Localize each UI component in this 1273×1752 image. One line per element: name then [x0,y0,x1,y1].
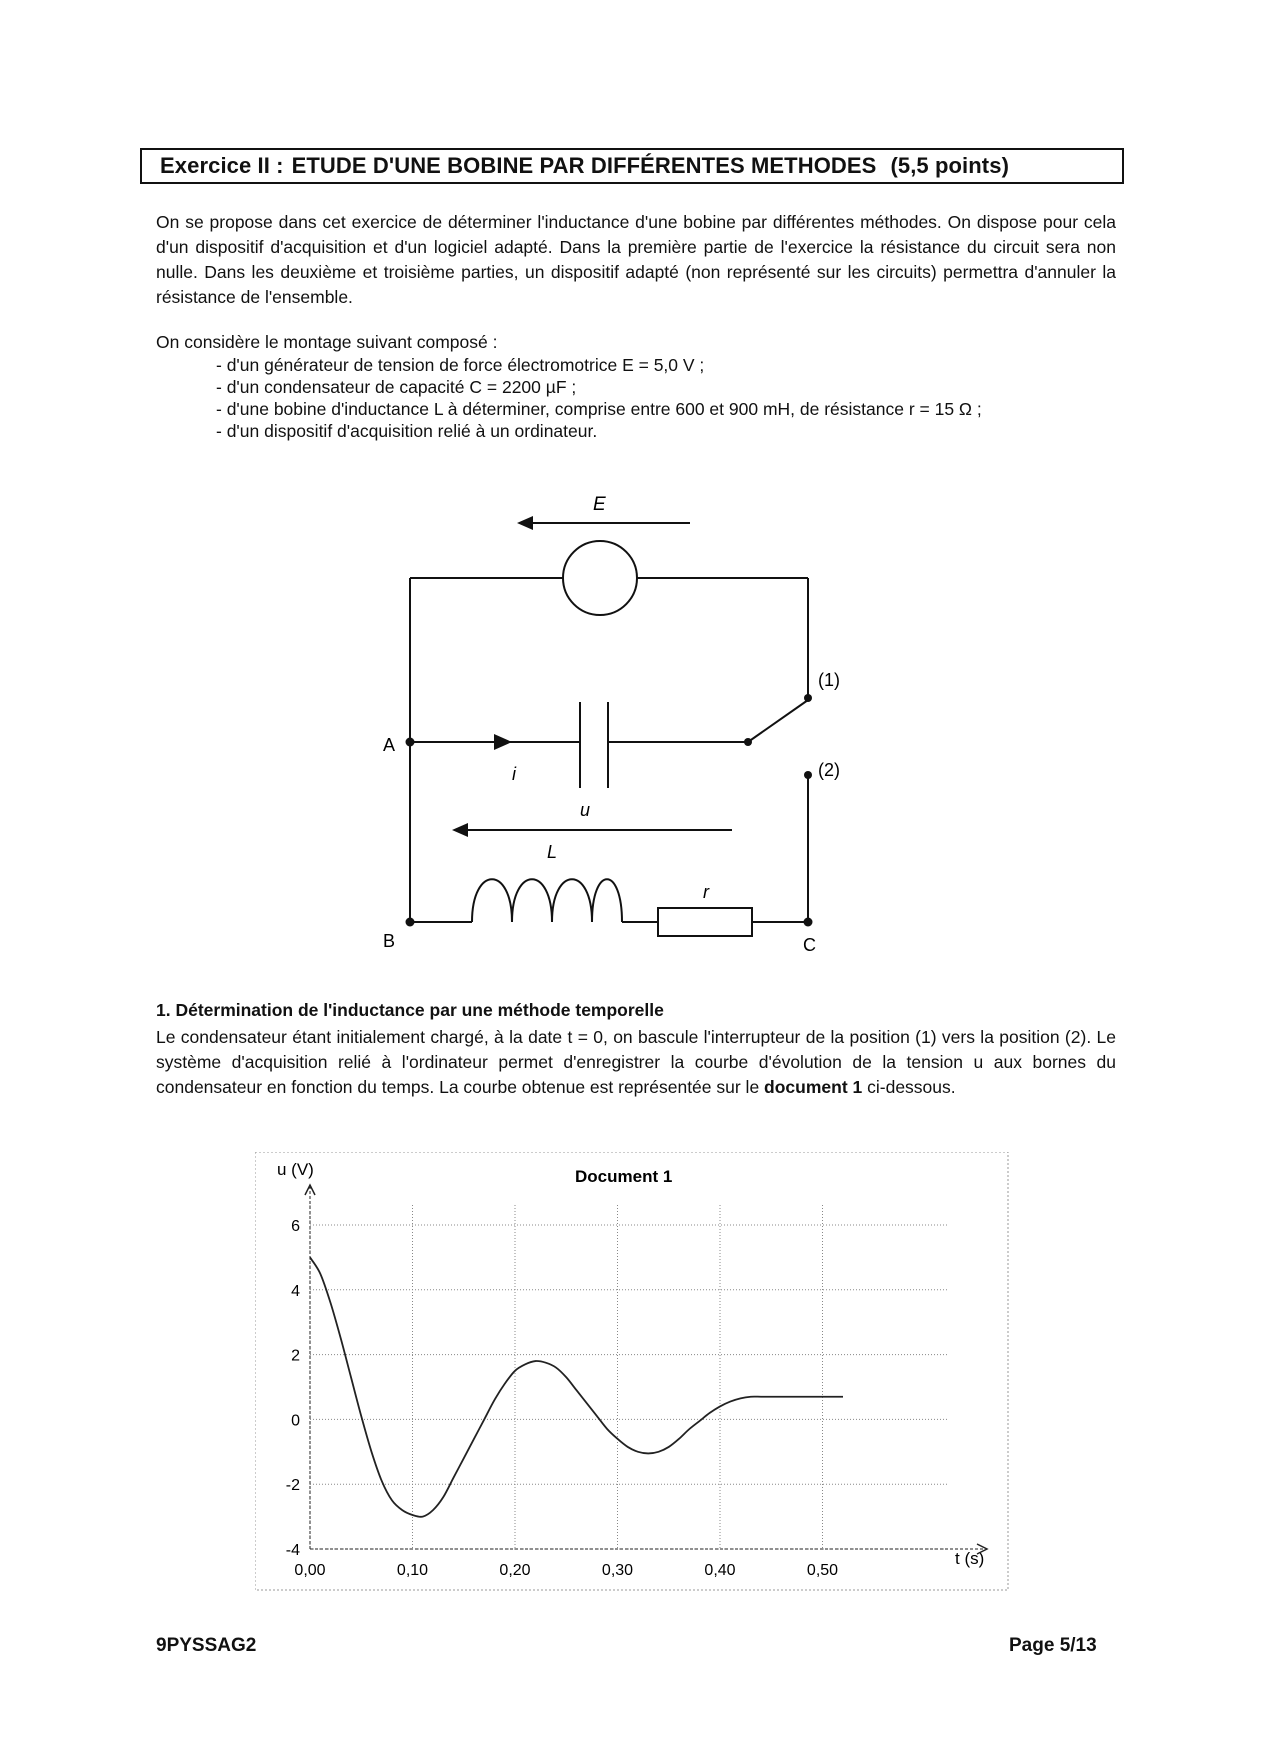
chart-x-label: t (s) [955,1549,985,1568]
chart-grid [310,1205,947,1549]
label-position-1: (1) [818,670,840,690]
switch-contact-2 [804,771,812,779]
exercise-points: (5,5 points) [890,153,1009,178]
exercise-title [140,148,1124,184]
node-a [406,738,415,747]
label-b: B [383,931,396,951]
exercise-label: Exercice II : [160,153,284,178]
circuit-diagram [0,470,1273,970]
current-arrowhead [494,734,512,750]
switch-blade [748,700,808,742]
label-u: u [580,800,591,820]
generator-symbol [563,541,637,615]
document-1-chart [255,1152,1010,1592]
chart-frame [255,1152,1008,1590]
section-1-text [156,1025,1116,1100]
voltage-u-arrowhead [452,823,468,837]
x-tick-label: 0,00 [294,1562,326,1579]
setup-item: - d'un générateur de tension de force électromotrice E = 5,0 V ; [216,355,705,375]
section-1-text-after: ci-dessous. [862,1077,956,1097]
chart-series-u [310,1257,843,1516]
label-i: i [512,764,516,784]
intro-paragraph: On se propose dans cet exercice de déterminer l'inductance d'une bobine par différentes méthodes. On dispose pour cela d'un dispositif d'acquisition et d'un logiciel adapté. Dans la première partie de l'exercice la résistance du circuit sera non nulle. Dans les deuxième et troisième parties, un dispositif adapté (non représenté sur les circuits) permettra d'annuler la résistance de l'ensemble. [156,212,1116,307]
chart-title: Document 1 [575,1167,673,1186]
setup-lead: On considère le montage suivant composé : [156,332,498,352]
chart-x-ticks [294,1562,838,1579]
y-tick-label: -4 [285,1542,300,1559]
y-tick-label: 6 [291,1218,300,1235]
label-e: E [593,494,606,515]
y-tick-label: 0 [291,1412,300,1430]
node-b [406,918,415,927]
setup-item: - d'un condensateur de capacité C = 2200 µF ; [216,377,577,397]
switch-pivot [744,738,752,746]
section-1-doc-ref: document 1 [764,1077,863,1097]
section-1-heading: 1. Détermination de l'inductance par une méthode temporelle [156,1000,664,1020]
setup-list [216,354,1116,442]
x-tick-label: 0,20 [499,1562,531,1579]
x-tick-label: 0,50 [806,1562,839,1579]
y-tick-label: 2 [291,1347,300,1365]
exercise-heading: ETUDE D'UNE BOBINE PAR DIFFÉRENTES METHODES [291,153,877,178]
x-tick-label: 0,40 [704,1562,736,1579]
section-1-text-before: Le condensateur étant initialement chargé, à la date t = 0, on bascule l'interrupteur de la position (1) vers la position (2). Le système d'acquisition relié à l'ordinateur permet d'enregistrer la courbe d'évolution de la tension u aux bornes du condensateur en fonction du temps. La courbe obtenue est représentée sur le [156,1027,1116,1097]
y-tick-label: -2 [285,1477,300,1495]
chart-y-label: u (V) [277,1160,314,1179]
inductor-coil [472,879,622,922]
emf-arrowhead [517,516,533,530]
label-r: r [703,882,709,902]
node-c [804,918,813,927]
switch-contact-1 [804,694,812,702]
y-tick-label: 4 [291,1282,300,1300]
chart-y-ticks [286,1218,300,1559]
x-tick-label: 0,30 [601,1562,634,1579]
label-l: L [547,842,558,862]
resistor-symbol [658,908,752,936]
setup-item: - d'une bobine d'inductance L à déterminer, comprise entre 600 et 900 mH, de résistance r = 15 Ω ; [216,399,982,419]
label-a: A [383,735,396,755]
chart-axes [305,1185,987,1554]
label-c: C [803,935,816,955]
label-position-2: (2) [818,760,840,780]
footer-code: 9PYSSAG2 [156,1635,257,1656]
x-tick-label: 0,10 [396,1562,429,1579]
footer-page: Page 5/13 [1009,1635,1097,1656]
setup-item: - d'un dispositif d'acquisition relié à un ordinateur. [216,421,598,441]
